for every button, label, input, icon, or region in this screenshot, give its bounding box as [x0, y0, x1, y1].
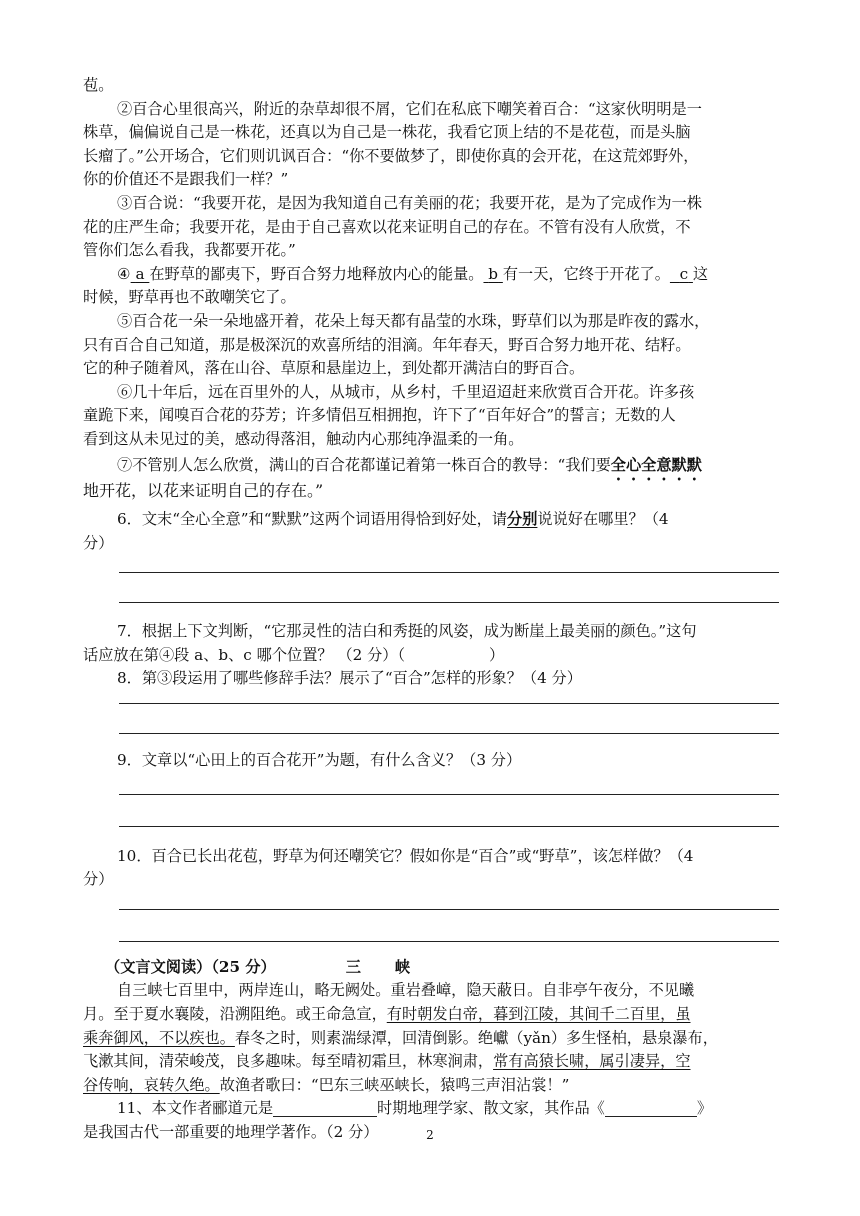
classical-text-line [83, 1027, 779, 1051]
paragraph-3-line: ③百合说：“我要开花，是因为我知道自己有美丽的花；我要开花，是为了完成作为一株 [117, 193, 702, 212]
position-marker-c: c [679, 264, 689, 283]
emphasized-word: 默默 [671, 455, 702, 474]
paragraph-3-line: 管你们怎么看我，我都要开花。” [83, 241, 296, 260]
paragraph-number: ④ [117, 264, 131, 283]
paragraph-5-line: 只有百合自己知道，那是极深沉的欢喜所结的泪滴。年年春天，野百合努力地开花、结籽。 [83, 335, 691, 354]
paragraph-5-line: 它的种子随着风，落在山谷、草原和悬崖边上，到处都开满洁白的野百合。 [83, 359, 585, 378]
question-text: ） [489, 645, 505, 664]
section-title: 峡 [394, 957, 411, 976]
question-text: 6．文末“全心全意”和“默默”这两个词语用得恰到好处，请 [117, 510, 508, 529]
answer-line[interactable] [119, 825, 779, 827]
classical-text-line [83, 1003, 779, 1027]
position-marker-a: a [135, 264, 145, 283]
paragraph-3-line: 花的庄严生命；我要开花，是由于自己喜欢以花来证明自己的存在。不管有没有人欣赏，不 [83, 217, 691, 236]
paragraph-line: 苞。 [83, 76, 114, 94]
underlined-sentence: 有时朝发白帝，暮到江陵，其间千二百里，虽 [386, 1005, 691, 1024]
question-11 [83, 1097, 779, 1121]
section-title: 三 [345, 957, 361, 976]
paragraph-text: 这 [692, 264, 709, 283]
question-text: 话应放在第④段 a、b、c 哪个位置？ （2 分）（ [83, 645, 406, 664]
classical-text-line [83, 1050, 779, 1074]
classical-text: 故渔者歌曰：“巴东三峡巫峡长，猿鸣三声泪沾裳！” [219, 1075, 570, 1094]
section-heading [83, 956, 779, 980]
answer-line[interactable] [119, 940, 779, 942]
document-page [83, 74, 779, 1145]
paragraph-4-line [83, 263, 779, 287]
question-6-line: 分） [83, 533, 114, 552]
underlined-sentence: 常有高猿长啸，属引凄异，空 [493, 1052, 691, 1071]
paragraph-6-line: 看到这从未见过的美，感动得落泪，触动内心那纯净温柔的一角。 [83, 429, 524, 448]
paragraph-2-line: 长瘤了。”公开场合，它们则讥讽百合：“你不要做梦了，即使你真的会开花，在这荒郊野外， [83, 146, 699, 165]
paragraph-6-line: 童跪下来，闻嗅百合花的芬芳；许多情侣互相拥抱，许下了“百年好合”的誓言；无数的人 [83, 406, 676, 425]
underlined-sentence: 乘奔御风，不以疾也。 [83, 1028, 235, 1047]
classical-text: 月。至于夏水襄陵，沿溯阻绝。或王命急宣， [83, 1005, 387, 1024]
classical-text-line: 自三峡七百里中，两岸连山，略无阙处。重岩叠嶂，隐天蔽日。自非亭午夜分，不见曦 [117, 981, 695, 1000]
question-7-line [83, 644, 779, 668]
question-9: 9．文章以“心田上的百合花开”为题，有什么含义？（3 分） [117, 751, 522, 770]
emphasized-word: 全心全意 [610, 455, 672, 474]
paragraph-2-line: 株草，偏偏说自己是一株花，还真以为自己是一株花，我看它顶上结的不是花苞，而是头脑 [83, 123, 691, 142]
section-label: （文言文阅读）（25 分） [105, 957, 276, 976]
paragraph-text: 有一天，它终于开花了。 [502, 264, 670, 283]
paragraph-7-line [83, 452, 779, 479]
classical-text: 飞漱其间，清荣峻茂，良多趣味。每至晴初霜旦，林寒涧肃， [83, 1052, 494, 1071]
paragraph-text: 在野草的鄙夷下，野百合努力地释放内心的能量。 [149, 264, 484, 283]
paragraph-5-line: ⑤百合花一朵一朵地盛开着，花朵上每天都有晶莹的水珠，野草们以为那是昨夜的露水， [117, 311, 710, 330]
classical-text: 春冬之时，则素湍绿潭，回清倒影。绝巘（yǎn）多生怪柏，悬泉瀑布， [234, 1028, 718, 1047]
underlined-sentence: 谷传响，哀转久绝。 [83, 1075, 220, 1094]
question-10: 10．百合已长出花苞，野草为何还嘲笑它？假如你是“百合”或“野草”，该怎样做？（4 [117, 846, 694, 865]
page-number: 2 [426, 1128, 434, 1142]
emphasized-word: 分别 [507, 510, 538, 529]
question-11-line: 是我国古代一部重要的地理学著作。（2 分） [83, 1123, 379, 1141]
question-10-line: 分） [83, 870, 114, 889]
classical-text-line [83, 1074, 779, 1098]
question-6 [83, 508, 779, 532]
answer-line[interactable] [119, 732, 779, 734]
answer-blank[interactable] [605, 1100, 697, 1117]
position-marker-b: b [488, 264, 499, 283]
paragraph-text: ⑦不管别人怎么欣赏，满山的百合花都谨记着第一株百合的教导：“我们要 [117, 455, 611, 474]
question-text: 11、本文作者郦道元是 [117, 1099, 274, 1118]
paragraph-6-line: ⑥几十年后，远在百里外的人，从城市，从乡村，千里迢迢赶来欣赏百合开花。许多孩 [117, 382, 695, 401]
question-8: 8．第③段运用了哪些修辞手法？展示了“百合”怎样的形象？（4 分） [117, 669, 582, 688]
question-text: 时期地理学家、散文家，其作品《 [377, 1099, 605, 1118]
question-text: 》 [696, 1099, 713, 1118]
question-text: 说说好在哪里？（4 [537, 510, 669, 529]
paragraph-2-line: ②百合心里很高兴，附近的杂草却很不屑，它们在私底下嘲笑着百合：“这家伙明明是一 [117, 99, 702, 118]
answer-line[interactable] [119, 601, 779, 603]
paragraph-2-line: 你的价值还不是跟我们一样？” [83, 170, 289, 189]
answer-blank[interactable] [273, 1100, 377, 1117]
paragraph-7-line: 地开花，以花来证明自己的存在。” [83, 480, 324, 500]
paragraph-4-line: 时候，野草再也不敢嘲笑它了。 [83, 288, 296, 307]
question-7: 7．根据上下文判断，“它那灵性的洁白和秀挺的风姿，成为断崖上最美丽的颜色。”这句 [117, 622, 697, 641]
